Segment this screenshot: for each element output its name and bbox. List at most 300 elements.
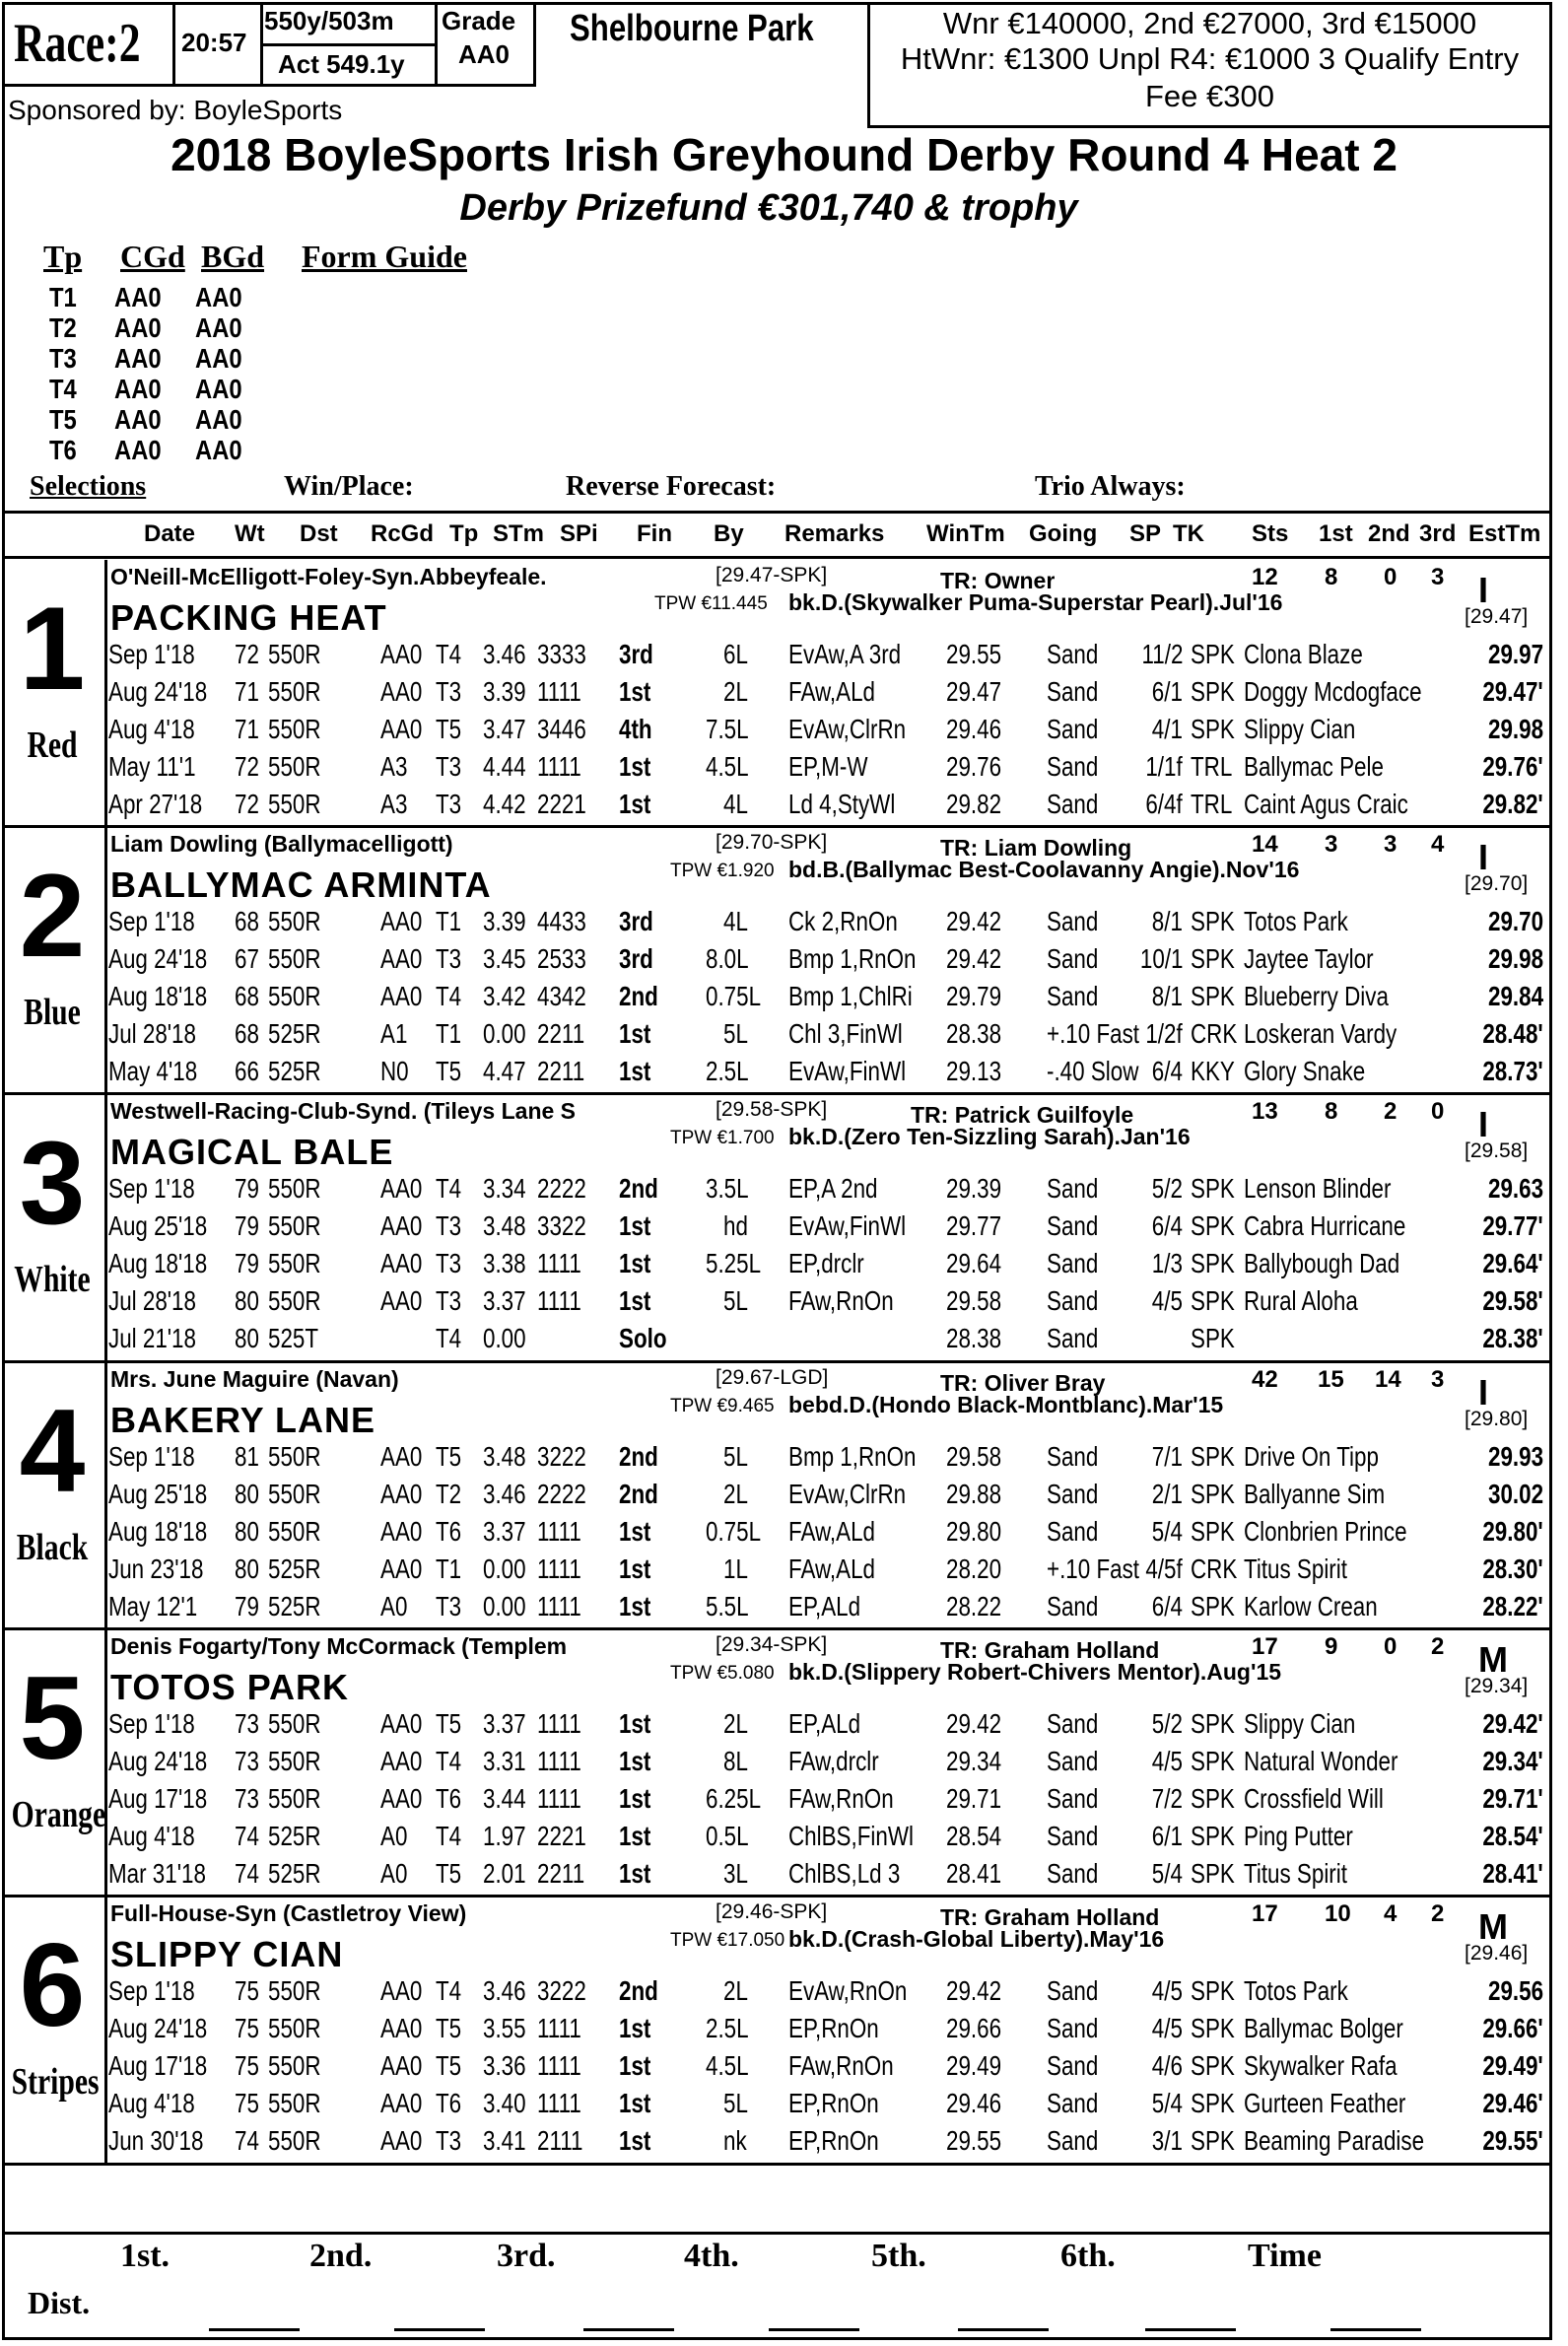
race-finish: 1st [619, 1553, 651, 1584]
estimated-time: [29.34] [1465, 1675, 1529, 1697]
race-track: SPK [1191, 1285, 1235, 1316]
race-sectional-positions: 2222 [537, 1479, 586, 1509]
race-track: SPK [1191, 1821, 1235, 1851]
cgd-header: CGd [120, 239, 185, 274]
race-est-time: 29.58' [1482, 1285, 1543, 1316]
race-distance-beaten: 4.5L [706, 751, 749, 782]
race-est-time: 29.63 [1487, 1173, 1543, 1204]
race-winning-time: 29.13 [946, 1056, 1002, 1086]
race-distance-beaten: 5L [723, 1441, 748, 1472]
distance-entry-line [209, 2328, 300, 2331]
race-date: Jul 28'18 [108, 1285, 196, 1316]
prize-line-3: Fee €300 [1145, 79, 1274, 113]
owner-name: O'Neill-McElligott-Foley-Syn.Abbeyfeale. [110, 564, 547, 589]
race-distance: 550R [268, 639, 321, 669]
race-sectional-time: 3.47 [483, 714, 526, 744]
race-est-time: 29.98 [1487, 714, 1543, 744]
race-going: Sand [1047, 1210, 1099, 1241]
race-weight: 74 [235, 1858, 259, 1889]
trap-divider [104, 1094, 107, 1361]
race-trap: T3 [436, 1248, 462, 1278]
race-est-time: 29.97 [1487, 639, 1543, 669]
race-sp: 4/5 [1151, 1746, 1183, 1776]
race-sp: 5/4 [1151, 2088, 1183, 2118]
race-date: Aug 24'18 [108, 943, 208, 974]
race-sectional-time: 3.40 [483, 2088, 526, 2118]
race-track: SPK [1191, 906, 1235, 936]
race-trap: T4 [436, 1975, 462, 2006]
race-finish: 1st [619, 1746, 651, 1776]
race-distance: 550R [268, 2013, 321, 2043]
race-sectional-time: 3.39 [483, 906, 526, 936]
race-date: Aug 4'18 [108, 1821, 195, 1851]
column-header-top-rule [2, 511, 1552, 514]
race-winner: Lenson Blinder [1244, 1173, 1392, 1204]
race-weight: 79 [235, 1173, 259, 1204]
race-winning-time: 28.20 [946, 1553, 1002, 1584]
column-header-3rd: 3rd [1419, 520, 1457, 547]
race-date: May 11'1 [108, 751, 196, 782]
race-track: SPK [1191, 2125, 1235, 2156]
race-race-grade: AA0 [380, 1975, 423, 2006]
race-est-time: 29.56 [1487, 1975, 1543, 2006]
trap-divider [104, 1629, 107, 1897]
best-time: [29.58-SPK] [716, 1098, 828, 1121]
trap-number: 3 [19, 1117, 86, 1249]
result-place-2: 2nd. [309, 2238, 373, 2274]
race-race-grade: A0 [380, 1591, 408, 1622]
race-trap: T4 [436, 1173, 462, 1204]
race-distance: 525T [268, 1323, 319, 1353]
race-remarks: EP,RnOn [788, 2125, 879, 2156]
race-date: Jun 30'18 [108, 2125, 204, 2156]
race-race-grade: AA0 [380, 2013, 423, 2043]
race-sectional-time: 3.37 [483, 1708, 526, 1739]
grade-bgd: AA0 [195, 312, 242, 343]
race-sectional-positions: 2222 [537, 1173, 586, 1204]
race-finish: 2nd [619, 1441, 658, 1472]
trainer-name: TR: Patrick Guilfoyle [911, 1102, 1134, 1128]
trap-divider [104, 1897, 107, 2164]
race-distance: 550R [268, 1441, 321, 1472]
estimated-time: [29.58] [1465, 1139, 1529, 1162]
sponsor: Sponsored by: BoyleSports [8, 95, 343, 125]
race-sp: 4/5 [1151, 1285, 1183, 1316]
breeding: bk.D.(Skywalker Puma-Superstar Pearl).Jul'16 [788, 589, 1283, 615]
race-trap: T5 [436, 2050, 462, 2081]
race-weight: 72 [235, 751, 259, 782]
race-distance: 550R [268, 1783, 321, 1814]
race-winner: Ping Putter [1244, 1821, 1353, 1851]
race-trap: T5 [436, 1708, 462, 1739]
race-winner: Skywalker Rafa [1244, 2050, 1398, 2081]
race-going: Sand [1047, 714, 1099, 744]
race-est-time: 29.82' [1482, 789, 1543, 819]
race-distance-beaten: 7.5L [706, 714, 749, 744]
race-finish: 1st [619, 2088, 651, 2118]
race-weight: 68 [235, 1018, 259, 1049]
estimated-time: [29.80] [1465, 1408, 1529, 1430]
thirds-count: 4 [1431, 831, 1445, 858]
race-winner: Rural Aloha [1244, 1285, 1358, 1316]
race-finish: 1st [619, 1018, 651, 1049]
race-remarks: Chl 3,FinWl [788, 1018, 903, 1049]
race-sp: 6/4 [1151, 1210, 1183, 1241]
race-distance: 550R [268, 906, 321, 936]
race-winner: Ballyanne Sim [1244, 1479, 1386, 1509]
race-date: Aug 25'18 [108, 1210, 208, 1241]
running-style-mark: I [1478, 1372, 1489, 1413]
race-winning-time: 29.58 [946, 1441, 1002, 1472]
race-winning-time: 28.38 [946, 1323, 1002, 1353]
race-weight: 81 [235, 1441, 259, 1472]
race-finish: 1st [619, 1591, 651, 1622]
race-track: KKY [1191, 1056, 1235, 1086]
race-date: Aug 18'18 [108, 1248, 208, 1278]
race-race-grade: AA0 [380, 2050, 423, 2081]
race-trap: T5 [436, 1858, 462, 1889]
race-race-grade: A0 [380, 1858, 408, 1889]
race-finish: 2nd [619, 1479, 658, 1509]
race-going: Sand [1047, 1173, 1099, 1204]
race-date: Aug 17'18 [108, 2050, 208, 2081]
race-est-time: 28.30' [1482, 1553, 1543, 1584]
race-track: SPK [1191, 1708, 1235, 1739]
prize-line-1: Wnr €140000, 2nd €27000, 3rd €15000 [942, 6, 1477, 40]
trap-divider [104, 560, 107, 827]
race-race-grade: AA0 [380, 676, 423, 707]
race-remarks: Ck 2,RnOn [788, 906, 898, 936]
race-weight: 71 [235, 714, 259, 744]
race-time: 20:57 [181, 28, 247, 57]
race-track: SPK [1191, 981, 1235, 1011]
race-distance: 525R [268, 1821, 321, 1851]
race-est-time: 29.76' [1482, 751, 1543, 782]
race-weight: 79 [235, 1210, 259, 1241]
running-style-mark: I [1478, 570, 1489, 610]
race-race-grade: A1 [380, 1018, 408, 1049]
race-remarks: EP,ALd [788, 1708, 861, 1739]
race-track: SPK [1191, 2013, 1235, 2043]
race-track: SPK [1191, 1248, 1235, 1278]
grade-trap: T2 [49, 312, 77, 343]
race-winner: Blueberry Diva [1244, 981, 1389, 1011]
race-distance-beaten: 0.75L [706, 981, 762, 1011]
race-trap: T3 [436, 1591, 462, 1622]
race-date: Aug 25'18 [108, 1479, 208, 1509]
race-remarks: FAw,ALd [788, 1516, 876, 1547]
race-going: Sand [1047, 2013, 1099, 2043]
race-going: Sand [1047, 1783, 1099, 1814]
race-remarks: EP,drclr [788, 1248, 864, 1278]
race-going: Sand [1047, 906, 1099, 936]
race-sectional-positions: 1111 [537, 2088, 581, 2118]
race-race-grade: AA0 [380, 2088, 423, 2118]
race-sectional-positions: 3322 [537, 1210, 586, 1241]
race-distance-beaten: 1L [723, 1553, 748, 1584]
race-est-time: 29.42' [1482, 1708, 1543, 1739]
trap-colour: Black [16, 1527, 89, 1568]
race-going: Sand [1047, 2088, 1099, 2118]
seconds-count: 2 [1384, 1098, 1398, 1125]
race-winning-time: 29.46 [946, 714, 1002, 744]
race-remarks: FAw,RnOn [788, 1285, 894, 1316]
race-race-grade: AA0 [380, 714, 423, 744]
race-sectional-positions: 2211 [537, 1018, 585, 1049]
race-race-grade: AA0 [380, 1210, 423, 1241]
breeding: bk.D.(Slippery Robert-Chivers Mentor).Aug'15 [788, 1659, 1282, 1685]
best-time: [29.70-SPK] [716, 831, 828, 854]
race-winner: Drive On Tipp [1244, 1441, 1379, 1472]
grade-bgd: AA0 [195, 343, 242, 374]
race-race-grade: AA0 [380, 639, 423, 669]
race-track: SPK [1191, 1173, 1235, 1204]
starts-count: 14 [1252, 831, 1278, 858]
race-track: SPK [1191, 639, 1235, 669]
trap-colour: Blue [24, 992, 81, 1033]
race-race-grade: AA0 [380, 1285, 423, 1316]
column-header-tp: Tp [449, 520, 479, 547]
race-track: SPK [1191, 1210, 1235, 1241]
race-race-grade: AA0 [380, 1248, 423, 1278]
race-race-grade: AA0 [380, 2125, 423, 2156]
race-going: Sand [1047, 1323, 1099, 1353]
owner-name: Westwell-Racing-Club-Synd. (Tileys Lane S [110, 1098, 577, 1124]
race-sectional-positions: 2211 [537, 1056, 585, 1086]
race-date: Sep 1'18 [108, 1708, 195, 1739]
grade-cgd: AA0 [114, 374, 162, 404]
wins-count: 8 [1325, 1098, 1338, 1125]
race-distance: 550R [268, 1210, 321, 1241]
race-winning-time: 29.80 [946, 1516, 1002, 1547]
wins-count: 3 [1325, 831, 1338, 858]
race-sectional-positions: 3222 [537, 1975, 586, 2006]
race-remarks: EvAw,FinWl [788, 1056, 907, 1086]
trainer-name: TR: Graham Holland [940, 1904, 1160, 1930]
race-distance: 550R [268, 1708, 321, 1739]
race-remarks: Ld 4,StyWl [788, 789, 896, 819]
race-remarks: EvAw,ClrRn [788, 714, 907, 744]
race-remarks: EP,RnOn [788, 2013, 879, 2043]
tpw-value: TPW €1.920 [670, 861, 775, 881]
race-sectional-time: 3.39 [483, 676, 526, 707]
reverse-forecast-label: Reverse Forecast: [566, 471, 777, 502]
race-sp: 6/4 [1151, 1056, 1183, 1086]
race-race-grade: A3 [380, 789, 408, 819]
race-finish: 1st [619, 1858, 651, 1889]
estimated-time: [29.46] [1465, 1942, 1529, 1965]
race-weight: 66 [235, 1056, 259, 1086]
race-winning-time: 29.58 [946, 1285, 1002, 1316]
breeding: bk.D.(Crash-Global Liberty).May'16 [788, 1926, 1165, 1952]
race-finish: Solo [619, 1323, 667, 1353]
race-trap: T5 [436, 1441, 462, 1472]
race-finish: 1st [619, 676, 651, 707]
race-distance-beaten: 3.5L [706, 1173, 749, 1204]
race-weight: 75 [235, 2013, 259, 2043]
seconds-count: 14 [1375, 1366, 1401, 1393]
race-finish: 2nd [619, 981, 658, 1011]
race-date: Apr 27'18 [108, 789, 203, 819]
column-header-stm: STm [493, 520, 545, 547]
thirds-count: 0 [1431, 1098, 1445, 1125]
selections-label: Selections [30, 471, 147, 502]
race-remarks: FAw,ALd [788, 676, 876, 707]
grade-trap: T5 [49, 404, 77, 435]
seconds-count: 0 [1384, 564, 1398, 590]
race-remarks: FAw,drclr [788, 1746, 879, 1776]
trap-colour: Orange [11, 1794, 106, 1835]
race-finish: 2nd [619, 1173, 658, 1204]
race-title: 2018 BoyleSports Irish Greyhound Derby Round 4 Heat 2 [170, 129, 1398, 180]
race-weight: 75 [235, 2088, 259, 2118]
race-est-time: 29.66' [1482, 2013, 1543, 2043]
race-trap: T6 [436, 2088, 462, 2118]
race-sp: 1/1f [1145, 751, 1183, 782]
owner-name: Liam Dowling (Ballymacelligott) [110, 831, 453, 857]
result-area-rule [2, 2232, 1552, 2235]
race-winner: Titus Spirit [1244, 1553, 1347, 1584]
grade-bgd: AA0 [195, 374, 242, 404]
race-going: Sand [1047, 2125, 1099, 2156]
grade-cgd: AA0 [114, 404, 162, 435]
owner-name: Full-House-Syn (Castletroy View) [110, 1900, 467, 1926]
race-sp: 4/5 [1151, 2013, 1183, 2043]
race-going: Sand [1047, 1285, 1099, 1316]
race-sp: 6/1 [1151, 676, 1183, 707]
trio-label: Trio Always: [1035, 471, 1186, 502]
race-finish: 1st [619, 1210, 651, 1241]
race-est-time: 29.55' [1482, 2125, 1543, 2156]
race-track: SPK [1191, 2088, 1235, 2118]
race-distance-beaten: hd [723, 1210, 748, 1241]
race-sectional-positions: 1111 [537, 1553, 581, 1584]
race-going: Sand [1047, 1746, 1099, 1776]
race-sectional-time: 3.38 [483, 1248, 526, 1278]
race-number: Race:2 [14, 13, 141, 74]
race-winning-time: 29.76 [946, 751, 1002, 782]
running-style-mark: M [1478, 1639, 1508, 1680]
race-trap: T2 [436, 1479, 462, 1509]
thirds-count: 3 [1431, 1366, 1445, 1393]
race-remarks: ChlBS,FinWl [788, 1821, 914, 1851]
race-weight: 79 [235, 1248, 259, 1278]
race-trap: T3 [436, 943, 462, 974]
race-distance: 550R [268, 981, 321, 1011]
race-sectional-positions: 1111 [537, 2013, 581, 2043]
race-date: Aug 24'18 [108, 2013, 208, 2043]
race-distance-beaten: 3L [723, 1858, 748, 1889]
race-est-time: 30.02 [1487, 1479, 1543, 1509]
race-trap: T3 [436, 1285, 462, 1316]
race-est-time: 28.73' [1482, 1056, 1543, 1086]
breeding: bk.D.(Zero Ten-Sizzling Sarah).Jan'16 [788, 1124, 1191, 1149]
race-date: Aug 17'18 [108, 1783, 208, 1814]
race-going: Sand [1047, 1975, 1099, 2006]
race-weight: 73 [235, 1746, 259, 1776]
race-going: -.40 Slow [1047, 1056, 1139, 1086]
race-sectional-positions: 1111 [537, 676, 581, 707]
race-sectional-time: 3.36 [483, 2050, 526, 2081]
trap-number: 2 [19, 850, 86, 982]
race-going: Sand [1047, 1858, 1099, 1889]
tpw-value: TPW €1.700 [670, 1128, 775, 1148]
race-sectional-time: 4.47 [483, 1056, 526, 1086]
race-going: Sand [1047, 2050, 1099, 2081]
race-grade: AA0 [458, 39, 511, 69]
race-distance: 550R [268, 714, 321, 744]
race-trap: T3 [436, 751, 462, 782]
race-winning-time: 29.42 [946, 906, 1002, 936]
column-header-date: Date [144, 520, 196, 547]
best-time: [29.34-SPK] [716, 1633, 828, 1656]
race-sp: 2/1 [1151, 1479, 1183, 1509]
race-est-time: 29.80' [1482, 1516, 1543, 1547]
race-going: Sand [1047, 1479, 1099, 1509]
race-going: Sand [1047, 1591, 1099, 1622]
race-sectional-time: 3.48 [483, 1441, 526, 1472]
column-header-bottom-rule [2, 556, 1552, 559]
win-place-label: Win/Place: [284, 471, 414, 502]
race-distance: 550R [268, 1975, 321, 2006]
race-weight: 75 [235, 1975, 259, 2006]
seconds-count: 3 [1384, 831, 1398, 858]
race-est-time: 28.22' [1482, 1591, 1543, 1622]
race-distance-beaten: 4.5L [706, 2050, 749, 2081]
race-winning-time: 29.46 [946, 2088, 1002, 2118]
race-track: TRL [1191, 789, 1233, 819]
race-track: SPK [1191, 1441, 1235, 1472]
race-weight: 68 [235, 981, 259, 1011]
race-distance: 550R [268, 1173, 321, 1204]
dist-label: Dist. [28, 2285, 91, 2320]
race-winner: Titus Spirit [1244, 1858, 1347, 1889]
race-distance: 550R [268, 1479, 321, 1509]
race-remarks: Bmp 1,RnOn [788, 943, 917, 974]
race-distance-beaten: 4L [723, 789, 748, 819]
race-date: Aug 18'18 [108, 1516, 208, 1547]
race-track: SPK [1191, 943, 1235, 974]
race-race-grade: N0 [380, 1056, 409, 1086]
race-date: Jul 28'18 [108, 1018, 196, 1049]
column-header-rcgd: RcGd [371, 520, 435, 547]
race-est-time: 29.49' [1482, 2050, 1543, 2081]
race-sp: 7/2 [1151, 1783, 1183, 1814]
race-going: +.10 Fast [1047, 1553, 1140, 1584]
race-date: Sep 1'18 [108, 906, 195, 936]
race-sectional-time: 3.55 [483, 2013, 526, 2043]
grade-bgd: AA0 [195, 282, 242, 312]
race-est-time: 28.38' [1482, 1323, 1543, 1353]
race-finish: 3rd [619, 906, 653, 936]
race-winning-time: 29.47 [946, 676, 1002, 707]
race-sectional-time: 0.00 [483, 1323, 526, 1353]
race-sectional-positions: 1111 [537, 751, 581, 782]
race-weight: 68 [235, 906, 259, 936]
race-trap: T4 [436, 639, 462, 669]
race-winner: Totos Park [1244, 906, 1348, 936]
race-est-time: 29.46' [1482, 2088, 1543, 2118]
race-trap: T1 [436, 1553, 462, 1584]
race-sp: 4/6 [1151, 2050, 1183, 2081]
column-header-going: Going [1029, 520, 1098, 547]
race-date: Sep 1'18 [108, 639, 195, 669]
grade-trap: T6 [49, 435, 77, 465]
race-trap: T4 [436, 1746, 462, 1776]
race-trap: T5 [436, 714, 462, 744]
dog-name: SLIPPY CIAN [110, 1934, 344, 1974]
race-winner: Beaming Paradise [1244, 2125, 1425, 2156]
